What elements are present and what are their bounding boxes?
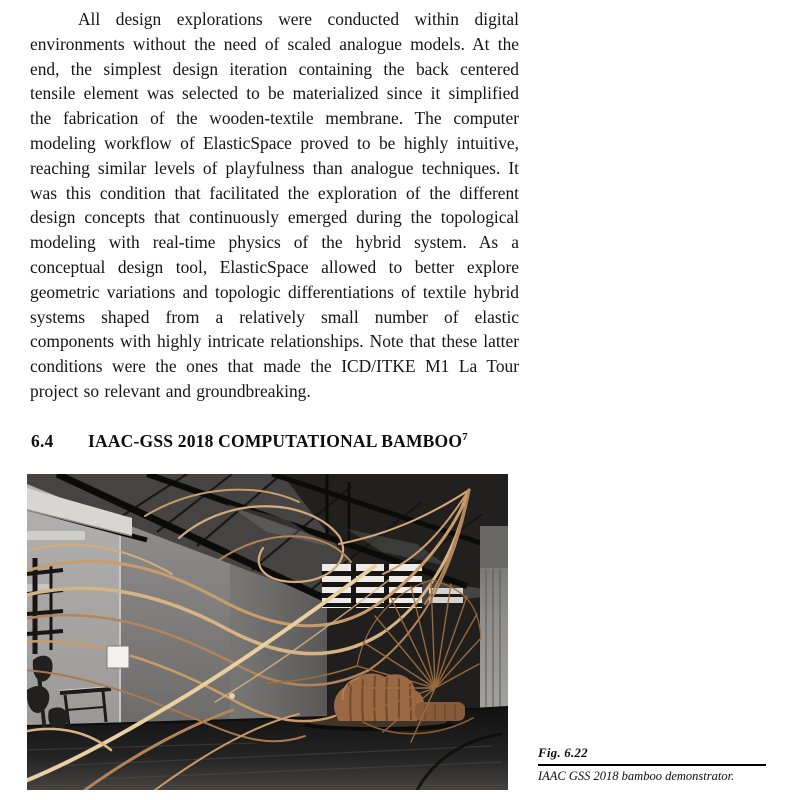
body-paragraph: All design explorations were conducted within digital environments without the need of scaled analogue models. At the end, the simplest design iteration containing the back centered tensile element was selected to be materialized since it simplified the fabrication of the wooden-textile membrane. The computer modeling workflow of ElasticSpace proved to be highly intuitive, reaching similar levels of playfulness than analogue techniques. It was this condition that facilitated the exploration of the different design concepts that continuously emerged during the topological modeling with real-time physics of the hybrid system. As a conceptual design tool, ElasticSpace allowed to better explore geometric variations and topologic differentiations of textile hybrid systems shaped from a relatively small number of elastic components with highly intricate relationships. Note that these latter conditions were the ones that made the ICD/ITKE M1 La Tour project so relevant and groundbreaking. [30,9,519,401]
bamboo-demonstrator-photo [27,474,508,790]
section-title: IAAC-GSS 2018 COMPUTATIONAL BAMBOO [88,431,463,451]
section-heading [31,431,520,452]
photo-wall-window-patch [107,646,129,668]
section-title-wrap [88,431,468,452]
footnote-marker: 7 [462,431,468,444]
figure-label: Fig. 6.22 [538,745,588,760]
caption-rule [538,764,766,766]
figure-caption-block [538,745,768,784]
figure-caption: IAAC GSS 2018 bamboo demonstrator. [538,769,735,783]
section-number: 6.4 [31,431,54,451]
